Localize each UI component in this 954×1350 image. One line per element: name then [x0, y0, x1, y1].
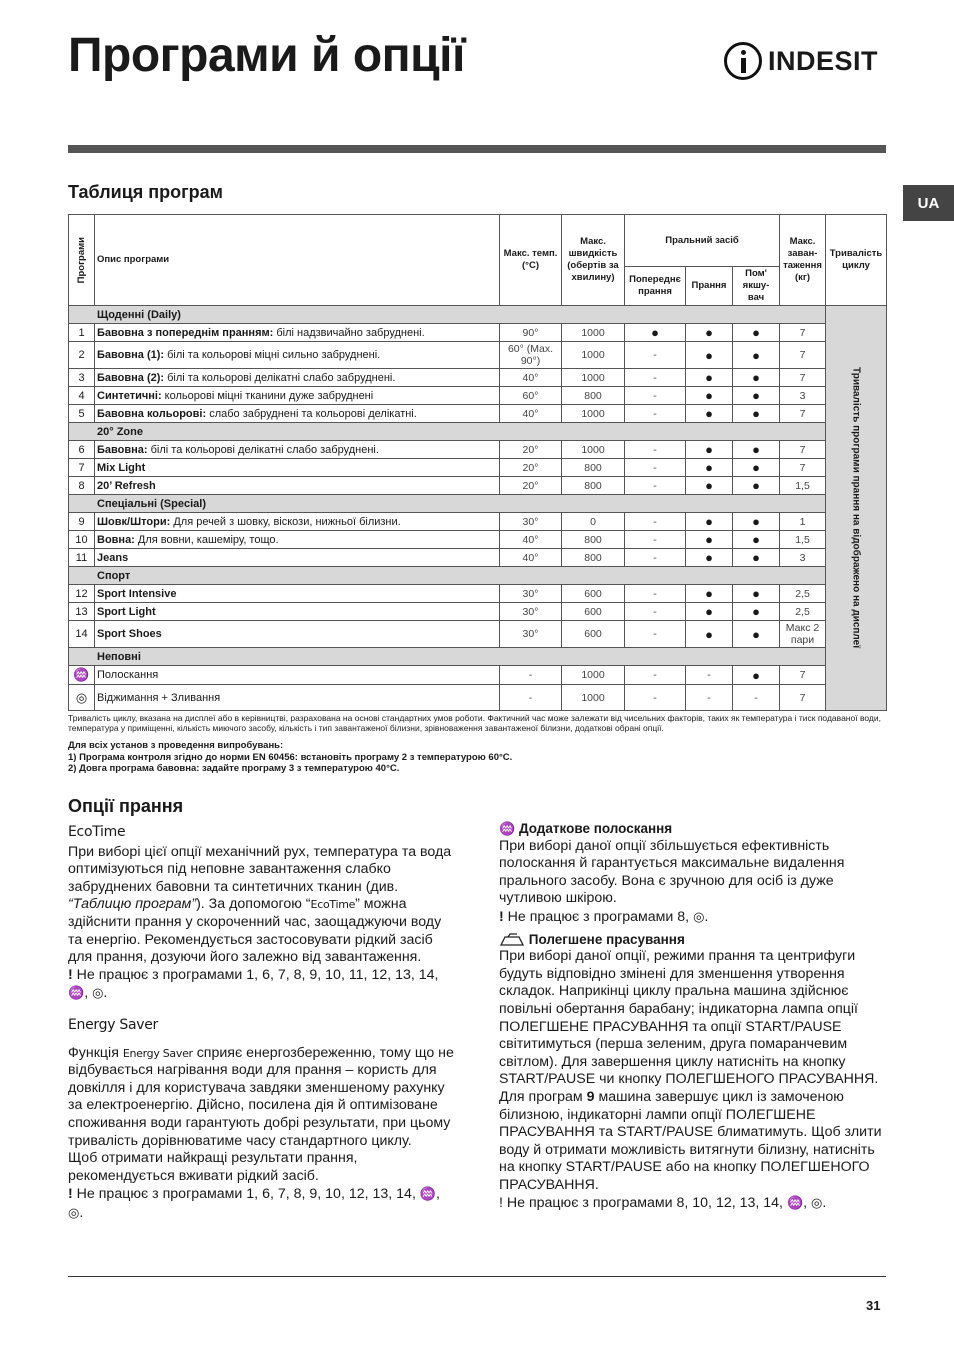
program-number: 10	[69, 531, 95, 549]
logo-text: INDESIT	[768, 45, 879, 76]
max-speed: 1000	[562, 666, 625, 685]
max-temp: 60° (Max. 90°)	[500, 342, 562, 369]
max-load: 7	[780, 441, 826, 459]
section-title: Щоденні (Daily)	[69, 306, 826, 324]
prewash: -	[625, 549, 686, 567]
wash: ●	[686, 531, 733, 549]
program-number	[69, 666, 95, 685]
duration-cell: Тривалість програми прання на відображено на дисплеї	[826, 306, 887, 711]
left-column	[68, 824, 454, 1222]
rinse-icon: ♒	[499, 821, 516, 836]
program-number: 2	[69, 342, 95, 369]
softener: ●	[733, 459, 780, 477]
program-number: 7	[69, 459, 95, 477]
wash: ●	[686, 603, 733, 621]
program-description: Віджимання + Зливання	[95, 685, 500, 711]
wash: ●	[686, 459, 733, 477]
table-row	[69, 531, 887, 549]
softener: ●	[733, 513, 780, 531]
language-tab: UA	[903, 185, 954, 221]
wash: ●	[686, 405, 733, 423]
prewash: -	[625, 621, 686, 648]
program-description: Бавовна з попереднім пранням: білі надзвичайно забруднені.	[95, 324, 500, 342]
table-row	[69, 666, 887, 685]
easy-iron-label: Полегшене прасування	[499, 931, 887, 949]
section-title: Спеціальні (Special)	[69, 495, 826, 513]
program-number: 11	[69, 549, 95, 567]
softener: ●	[733, 342, 780, 369]
program-number: 6	[69, 441, 95, 459]
wash: ●	[686, 585, 733, 603]
prewash: -	[625, 477, 686, 495]
wash: -	[686, 685, 733, 711]
table-row	[69, 685, 887, 711]
rinse-icon: ♒	[786, 1195, 804, 1211]
max-temp: 40°	[500, 369, 562, 387]
iron-icon	[499, 933, 525, 947]
max-speed: 800	[562, 477, 625, 495]
max-load: 2,5	[780, 603, 826, 621]
table-row	[69, 585, 887, 603]
softener: ●	[733, 621, 780, 648]
section-row	[69, 495, 887, 513]
spin-drain-icon: ◎	[811, 1195, 823, 1211]
wash: ●	[686, 621, 733, 648]
col-description: Опис програми	[95, 215, 500, 306]
footnote: Тривалість циклу, вказана на дисплеї або в керівництві, разрахована на основі стандартних умов роботи. Фактичний час може залежати від чисельних факторів, таких як температура і тиск подаваної води, температура у приміщенні, кількість миючого засобу, кількість і тип завантаженої білизни, зрівноваження завантаженої білизни, додаткові обрані опції.	[68, 713, 881, 733]
prewash: -	[625, 369, 686, 387]
max-temp: 40°	[500, 531, 562, 549]
max-temp: 60°	[500, 387, 562, 405]
program-description: Mix Light	[95, 459, 500, 477]
prewash: -	[625, 685, 686, 711]
program-description: Бавовна: білі та кольорові делікатні слабо забруднені.	[95, 441, 500, 459]
max-load: 1,5	[780, 477, 826, 495]
max-speed: 600	[562, 585, 625, 603]
table-row	[69, 603, 887, 621]
max-temp: 30°	[500, 585, 562, 603]
extra-rinse-label: ♒ Додаткове полоскання	[499, 821, 673, 836]
program-number: 12	[69, 585, 95, 603]
max-speed: 1000	[562, 324, 625, 342]
max-speed: 800	[562, 387, 625, 405]
softener: ●	[733, 405, 780, 423]
max-temp: -	[500, 685, 562, 711]
max-load: 3	[780, 549, 826, 567]
max-speed: 600	[562, 621, 625, 648]
col-max-speed: Макс. швидкість (обертів за хвилину)	[562, 215, 625, 306]
max-speed: 600	[562, 603, 625, 621]
softener: ●	[733, 387, 780, 405]
max-load: 2,5	[780, 585, 826, 603]
program-number: 14	[69, 621, 95, 648]
max-temp: 40°	[500, 549, 562, 567]
section-title: Спорт	[69, 567, 826, 585]
wash: ●	[686, 342, 733, 369]
program-description: Бавовна кольорові: слабо забруднені та кольорові делікатні.	[95, 405, 500, 423]
table-heading: Таблиця програм	[68, 182, 223, 202]
wash: ●	[686, 549, 733, 567]
program-description: Sport Shoes	[95, 621, 500, 648]
rinse-icon: ♒	[68, 985, 85, 1001]
prewash: -	[625, 405, 686, 423]
program-description: Синтетичні: кольорові міцні тканини дуже забруднені	[95, 387, 500, 405]
col-detergent: Пральний засіб	[625, 215, 780, 267]
wash: ●	[686, 324, 733, 342]
softener: ●	[733, 324, 780, 342]
indesit-logo-icon	[724, 42, 762, 80]
softener: ●	[733, 585, 780, 603]
program-description: Sport Light	[95, 603, 500, 621]
energy-saver-label: Energy Saver	[68, 1016, 158, 1033]
table-row	[69, 342, 887, 369]
table-row	[69, 369, 887, 387]
prewash: -	[625, 603, 686, 621]
program-number: 8	[69, 477, 95, 495]
spin-drain-icon: ◎	[68, 1204, 80, 1220]
table-row	[69, 324, 887, 342]
section-row	[69, 306, 887, 324]
energy-text-2: Щоб отримати найкращі результати прання, рекомендується вживати рідкий засіб.	[68, 1150, 358, 1184]
page-number: 31	[866, 1298, 881, 1313]
table-row	[69, 387, 887, 405]
max-temp: 30°	[500, 621, 562, 648]
section-row	[69, 423, 887, 441]
max-speed: 800	[562, 459, 625, 477]
prewash: -	[625, 342, 686, 369]
options-heading: Опції прання	[68, 796, 184, 816]
wash: ●	[686, 513, 733, 531]
softener: ●	[733, 441, 780, 459]
max-temp: -	[500, 666, 562, 685]
prewash: -	[625, 513, 686, 531]
program-number: 1	[69, 324, 95, 342]
test-notes: Для всіх установ з проведення випробувань: 1) Програма контроля згідно до норми EN 60456: встановіть програму 2 з температурою 60°C. 2) Довга програма бавовна: задайте програму 3 з температурою 40°C.	[68, 740, 513, 774]
prewash: ●	[625, 324, 686, 342]
max-load: 7	[780, 369, 826, 387]
table-row	[69, 513, 887, 531]
wash: ●	[686, 387, 733, 405]
max-speed: 1000	[562, 405, 625, 423]
section-row	[69, 567, 887, 585]
program-description: Шовк/Штори: Для речей з шовку, віскози, нижньої білизни.	[95, 513, 500, 531]
spin-drain-icon: ◎	[92, 985, 104, 1001]
program-number	[69, 685, 95, 711]
ecotime-text: При виборі цієї опції механічний рух, температура та вода оптимізуються під неповне завантаження слабко забруднених бавовни та синтетичних тканин (див. “Таблицю програм”). За допомогою “EcoTime” можна здійснити прання у скороченний час, заощаджуючи воду та енергію. Рекомендується застосовувати рідкий засіб для прання, дозуючи його залежно від завантаження.	[68, 843, 452, 966]
max-temp: 30°	[500, 513, 562, 531]
rinse-icon: ♒	[73, 667, 90, 682]
page-title: Програми й опції	[68, 29, 465, 82]
max-temp: 90°	[500, 324, 562, 342]
prewash: -	[625, 387, 686, 405]
max-speed: 1000	[562, 342, 625, 369]
rinse-icon: ♒	[419, 1186, 437, 1202]
max-temp: 20°	[500, 477, 562, 495]
col-max-load: Макс. заван- таження (кг)	[780, 215, 826, 306]
max-load: 1,5	[780, 531, 826, 549]
prewash: -	[625, 531, 686, 549]
prewash: -	[625, 459, 686, 477]
col-programs: Програми	[69, 215, 95, 306]
max-load: 3	[780, 387, 826, 405]
max-temp: 20°	[500, 459, 562, 477]
table-row	[69, 459, 887, 477]
softener: ●	[733, 666, 780, 685]
program-table	[68, 214, 887, 711]
max-temp: 40°	[500, 405, 562, 423]
softener: ●	[733, 477, 780, 495]
col-max-temp: Макс. темп. (°C)	[500, 215, 562, 306]
max-temp: 20°	[500, 441, 562, 459]
extra-rinse-text: При виборі даної опції збільшується ефективність полоскання й гарантується максимальне видалення прального засобу. Вона є зручною для осіб із дуже чутливою шкірою.	[499, 837, 845, 907]
max-speed: 1000	[562, 685, 625, 711]
easy-iron-note: ! Не працює з програмами 8, 10, 12, 13, 14, ♒, ◎.	[499, 1195, 827, 1212]
max-load: 7	[780, 459, 826, 477]
right-column	[499, 820, 887, 1213]
section-row	[69, 648, 887, 666]
table-row	[69, 621, 887, 648]
softener: ●	[733, 549, 780, 567]
extra-rinse-note: ! Не працює з програмами 8, ◎.	[499, 908, 709, 925]
table-row	[69, 549, 887, 567]
spin-drain-icon: ◎	[75, 689, 88, 705]
program-description: 20’ Refresh	[95, 477, 500, 495]
max-load: 7	[780, 405, 826, 423]
table-row	[69, 477, 887, 495]
wash: -	[686, 666, 733, 685]
energy-note: ! Не працює з програмами 1, 6, 7, 8, 9, 10, 12, 13, 14, ♒, ◎.	[68, 1186, 440, 1221]
energy-text: Функція Energy Saver сприяє енергозбереженню, тому що не відбувається нагрівання води для прання – користь для довкілля і для користувача завдяки зменшеному рахунку за електроенергію. Дійсно, посилена дія й оптимізоване споживання води гарантують добрі результати, при цьому тривалість дорівнюватиме часу стандартного циклу.	[68, 1044, 454, 1149]
softener: ●	[733, 369, 780, 387]
table-row	[69, 405, 887, 423]
program-description: Jeans	[95, 549, 500, 567]
max-temp: 30°	[500, 603, 562, 621]
col-duration: Тривалість циклу	[826, 215, 887, 306]
program-description: Бавовна (2): білі та кольорові делікатні слабо забруднені.	[95, 369, 500, 387]
max-speed: 1000	[562, 441, 625, 459]
program-number: 5	[69, 405, 95, 423]
program-number: 4	[69, 387, 95, 405]
header-rule	[68, 145, 886, 153]
max-load: 7	[780, 666, 826, 685]
prewash: -	[625, 441, 686, 459]
max-speed: 1000	[562, 369, 625, 387]
program-description: Sport Intensive	[95, 585, 500, 603]
indesit-logo	[724, 42, 878, 80]
prewash: -	[625, 666, 686, 685]
col-prewash: Попереднє прання	[625, 267, 686, 306]
softener: -	[733, 685, 780, 711]
prewash: -	[625, 585, 686, 603]
max-speed: 800	[562, 549, 625, 567]
wash: ●	[686, 477, 733, 495]
ecotime-note: ! Не працює з програмами 1, 6, 7, 8, 9, 10, 11, 12, 13, 14, ♒, ◎.	[68, 966, 439, 1002]
section-title: Неповні	[69, 648, 826, 666]
col-wash: Прання	[686, 267, 733, 306]
easy-iron-text: При виборі даної опції, режими прання та центрифуги будуть відповідно змінені для зменшення утворення складок. Наприкінці циклу пральна машина здійснює повільні обертання барабану; індикаторна лампа опції ПОЛЕГШЕНЕ ПРАСУВАННЯ та опції START/PAUSE світитимуться (перша зеленим, друга помаранчевим світлом). Для завершення циклу натисніть на кнопку START/PAUSE чи кнопку ПОЛЕГШЕНОГО ПРАСУВАННЯ. Для програм 9 машина завершує цикл із замоченою білизною, індикаторні лампи опції ПОЛЕГШЕНЕ ПРАСУВАННЯ та START/PAUSE блиматимуть. Щоб злити воду й отримати можливість витягнути білизну, натисніть на кнопку START/PAUSE або на кнопку ПОЛЕГШЕНОГО ПРАСУВАННЯ.	[499, 948, 882, 1193]
table-row	[69, 441, 887, 459]
program-description: Полоскання	[95, 666, 500, 685]
program-description: Вовна: Для вовни, кашеміру, тощо.	[95, 531, 500, 549]
max-load: 7	[780, 324, 826, 342]
col-softener: Пом' якшу- вач	[733, 267, 780, 306]
max-load: 7	[780, 685, 826, 711]
wash: ●	[686, 369, 733, 387]
program-number: 3	[69, 369, 95, 387]
max-speed: 800	[562, 531, 625, 549]
max-speed: 0	[562, 513, 625, 531]
softener: ●	[733, 603, 780, 621]
spin-drain-icon: ◎	[693, 908, 705, 924]
section-title: 20° Zone	[69, 423, 826, 441]
program-description: Бавовна (1): білі та кольорові міцні сильно забруднені.	[95, 342, 500, 369]
wash: ●	[686, 441, 733, 459]
softener: ●	[733, 531, 780, 549]
max-load: 1	[780, 513, 826, 531]
ecotime-label: EcoTime	[68, 824, 126, 840]
max-load: 7	[780, 342, 826, 369]
program-number: 9	[69, 513, 95, 531]
max-load: Макс 2 пари	[780, 621, 826, 648]
program-number: 13	[69, 603, 95, 621]
footer-rule	[68, 1276, 886, 1277]
